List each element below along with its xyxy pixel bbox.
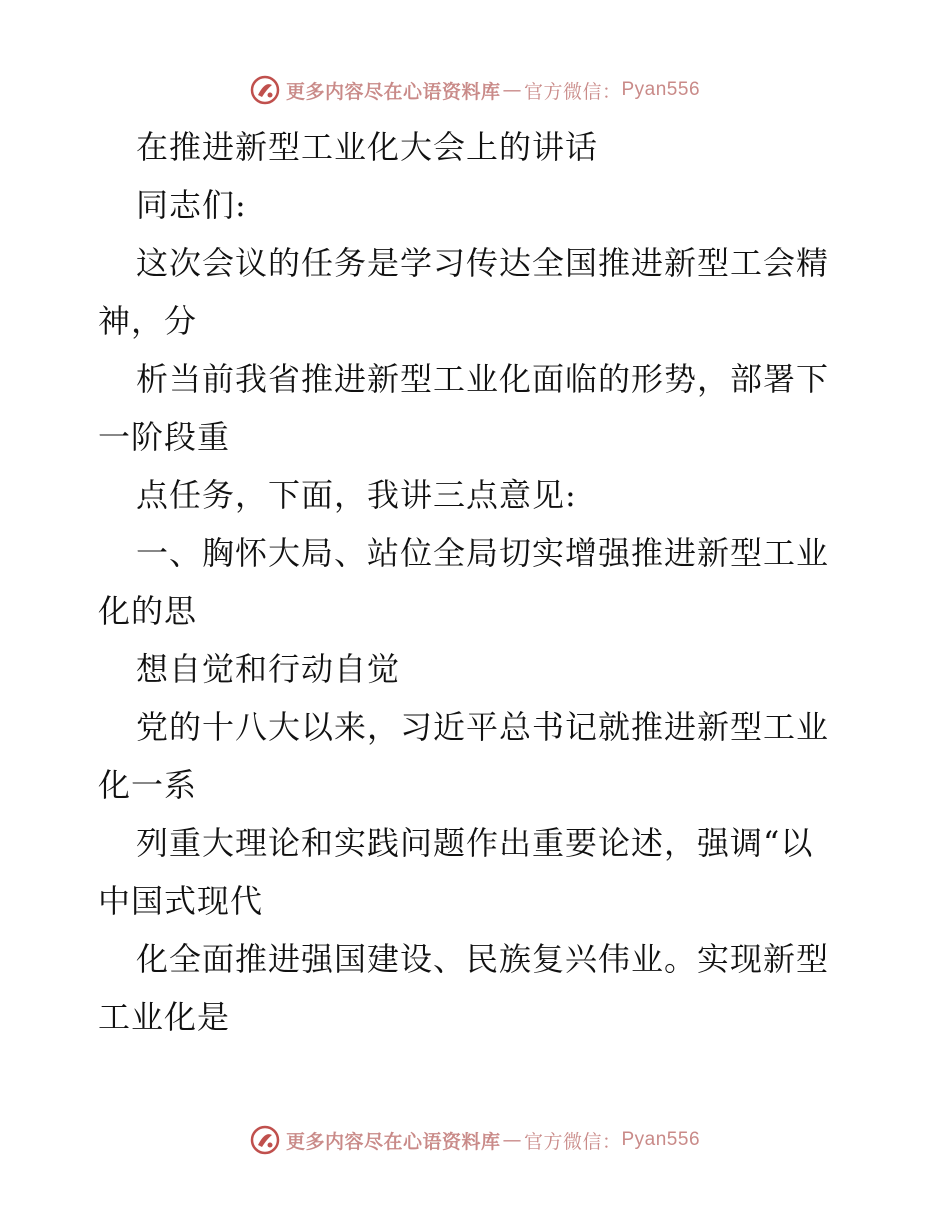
- brand-logo-icon: [250, 1125, 280, 1155]
- doc-title: 在推进新型工业化大会上的讲话: [136, 128, 599, 166]
- doc-line: 析当前我省推进新型工业化面临的形势，部署下: [136, 360, 830, 398]
- doc-line: 点任务，下面，我讲三点意见:: [136, 476, 577, 514]
- doc-line: 中国式现代: [98, 882, 264, 920]
- doc-line: 化的思: [98, 592, 198, 630]
- footer-watermark: [0, 1120, 950, 1160]
- doc-line: 想自觉和行动自觉: [136, 650, 401, 688]
- doc-line: 化一系: [98, 766, 198, 804]
- header-watermark: [0, 70, 950, 110]
- doc-line: 同志们:: [136, 186, 247, 224]
- doc-line: 这次会议的任务是学习传达全国推进新型工会精: [136, 244, 830, 282]
- doc-line: 列重大理论和实践问题作出重要论述，强调“以: [136, 824, 814, 862]
- watermark-id: Pyan556: [621, 1129, 701, 1150]
- watermark-label: 官方微信：: [523, 1130, 622, 1153]
- document-body: [98, 118, 858, 1046]
- watermark-text: 更多内容尽在心语资料库: [285, 1130, 501, 1153]
- doc-line: 一阶段重: [98, 418, 231, 456]
- watermark-text: 更多内容尽在心语资料库: [285, 80, 501, 103]
- doc-line: 化全面推进强国建设、民族复兴伟业。实现新型: [136, 940, 830, 978]
- watermark-separator: —: [502, 79, 522, 101]
- watermark-id: Pyan556: [621, 79, 701, 100]
- doc-line: 神，分: [98, 302, 198, 340]
- doc-line: 党的十八大以来，习近平总书记就推进新型工业: [136, 708, 830, 746]
- watermark-separator: —: [502, 1129, 522, 1151]
- doc-line: 工业化是: [98, 998, 231, 1036]
- doc-line: 一、胸怀大局、站位全局切实增强推进新型工业: [136, 534, 830, 572]
- watermark-label: 官方微信：: [523, 80, 622, 103]
- brand-logo-icon: [250, 75, 280, 105]
